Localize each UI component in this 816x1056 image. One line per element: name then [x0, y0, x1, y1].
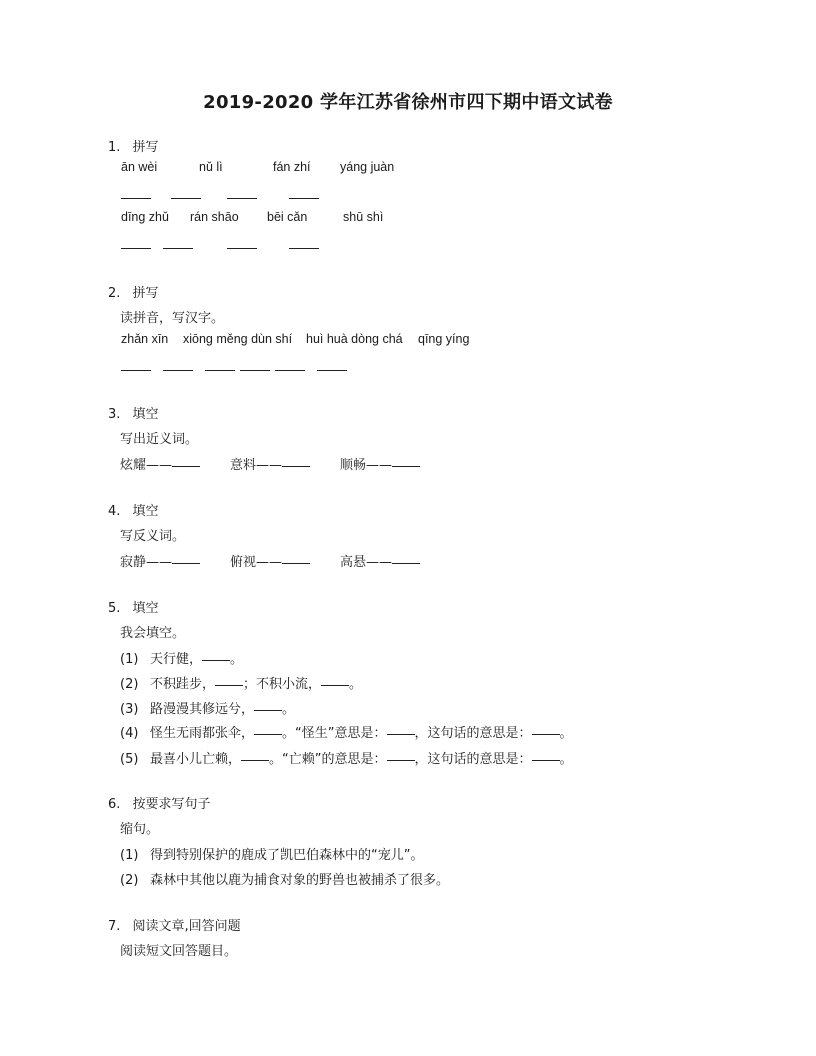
instruction: 读拼音，写汉字。 [120, 311, 225, 326]
question-number: 2. [108, 286, 121, 301]
answer-blank[interactable] [321, 684, 349, 686]
question-number: 5. [108, 601, 121, 616]
item-number: (2) [120, 873, 139, 888]
answer-blank[interactable] [289, 248, 319, 249]
pinyin: ān wèi [121, 160, 158, 174]
item-text: 天行健， [150, 652, 203, 667]
answer-blank[interactable] [392, 465, 420, 467]
instruction: 我会填空。 [120, 626, 186, 641]
answer-blank[interactable] [121, 198, 151, 199]
question-type: 填空 [132, 601, 159, 616]
instruction: 写出近义词。 [120, 432, 199, 447]
answer-blank[interactable] [202, 659, 230, 661]
pinyin: fán zhí [273, 160, 311, 174]
answer-blank[interactable] [241, 759, 269, 761]
item-text: 高悬—— [340, 555, 393, 570]
question-2-heading [108, 282, 159, 301]
item-number: (4) [120, 726, 139, 741]
pinyin: qīng yíng [418, 332, 470, 346]
list-item [120, 869, 449, 888]
question-7-heading [108, 915, 241, 934]
question-number: 4. [108, 504, 121, 519]
answer-blank[interactable] [532, 759, 560, 761]
item-number: (3) [120, 702, 139, 717]
question-1-heading [108, 136, 159, 155]
fill-item [340, 551, 420, 570]
list-item [120, 844, 423, 863]
item-text: 怪生无雨都张伞， [150, 726, 255, 741]
answer-blank[interactable] [163, 370, 193, 371]
answer-blank[interactable] [387, 733, 415, 735]
item-text: 顺畅—— [340, 458, 393, 473]
pinyin: bēi cǎn [267, 210, 308, 224]
question-number: 1. [108, 140, 121, 155]
question-type: 填空 [132, 504, 159, 519]
list-item [120, 698, 295, 717]
pinyin: yáng juàn [340, 160, 395, 174]
answer-blank[interactable] [317, 370, 347, 371]
pinyin: rán shāo [190, 210, 239, 224]
fill-item [340, 454, 420, 473]
answer-blank[interactable] [289, 198, 319, 199]
item-number: (5) [120, 752, 139, 767]
answer-blank[interactable] [172, 562, 200, 564]
item-text: 最喜小儿亡赖， [150, 752, 242, 767]
list-item [120, 748, 573, 767]
question-type: 拼写 [132, 286, 159, 301]
fill-item [230, 551, 310, 570]
answer-blank[interactable] [387, 759, 415, 761]
answer-blank[interactable] [227, 198, 257, 199]
item-text: 意料—— [230, 458, 283, 473]
answer-blank[interactable] [172, 465, 200, 467]
answer-blank[interactable] [121, 248, 151, 249]
item-text: 俯视—— [230, 555, 283, 570]
item-text: 不积跬步， [150, 677, 216, 692]
list-item [120, 722, 573, 741]
pinyin: nǔ lì [199, 160, 223, 174]
answer-blank[interactable] [282, 465, 310, 467]
instruction: 写反义词。 [120, 529, 186, 544]
answer-blank[interactable] [205, 370, 235, 371]
item-text: ；不积小流， [243, 677, 322, 692]
question-number: 3. [108, 407, 121, 422]
item-text: 路漫漫其修远兮， [150, 702, 255, 717]
question-3-heading [108, 403, 159, 422]
item-text: 。 [559, 726, 573, 741]
answer-blank[interactable] [275, 370, 305, 371]
list-item [120, 648, 243, 667]
question-type: 拼写 [132, 140, 159, 155]
question-6-heading [108, 793, 211, 812]
answer-blank[interactable] [254, 709, 282, 711]
fill-item [120, 551, 200, 570]
item-text: 。“亡赖”的意思是： [269, 752, 387, 767]
pinyin: dīng zhǔ [121, 210, 169, 224]
question-5-heading [108, 597, 159, 616]
answer-blank[interactable] [392, 562, 420, 564]
question-4-heading [108, 500, 159, 519]
pinyin: shū shì [343, 210, 384, 224]
pinyin: huì huà dòng chá [306, 332, 403, 346]
instruction: 缩句。 [120, 822, 160, 837]
list-item [120, 673, 362, 692]
item-text: 。 [230, 652, 244, 667]
item-text: 寂静—— [120, 555, 173, 570]
fill-item [120, 454, 200, 473]
item-text: 。 [559, 752, 573, 767]
question-number: 6. [108, 797, 121, 812]
answer-blank[interactable] [163, 248, 193, 249]
answer-blank[interactable] [240, 370, 270, 371]
answer-blank[interactable] [227, 248, 257, 249]
question-type: 阅读文章,回答问题 [132, 919, 241, 934]
item-text: 森林中其他以鹿为捕食对象的野兽也被捕杀了很多。 [150, 873, 450, 888]
item-text: 。 [349, 677, 363, 692]
instruction: 阅读短文回答题目。 [120, 944, 238, 959]
question-type: 按要求写句子 [132, 797, 211, 812]
item-number: (1) [120, 848, 139, 863]
answer-blank[interactable] [215, 684, 243, 686]
item-text: 炫耀—— [120, 458, 173, 473]
answer-blank[interactable] [254, 733, 282, 735]
item-text: 。 [282, 702, 296, 717]
item-number: (2) [120, 677, 139, 692]
pinyin: xiōng měng dùn shí [183, 332, 293, 346]
question-number: 7. [108, 919, 121, 934]
item-text: 。“怪生”意思是： [282, 726, 387, 741]
item-text: ，这句话的意思是： [414, 752, 532, 767]
question-type: 填空 [132, 407, 159, 422]
answer-blank[interactable] [121, 370, 151, 371]
answer-blank[interactable] [532, 733, 560, 735]
item-number: (1) [120, 652, 139, 667]
answer-blank[interactable] [171, 198, 201, 199]
answer-blank[interactable] [282, 562, 310, 564]
pinyin: zhǎn xīn [121, 332, 169, 346]
item-text: 得到特别保护的鹿成了凯巴伯森林中的“宠儿”。 [150, 848, 424, 863]
fill-item [230, 454, 310, 473]
item-text: ，这句话的意思是： [414, 726, 532, 741]
document-title: 2019-2020 学年江苏省徐州市四下期中语文试卷 [203, 92, 613, 113]
